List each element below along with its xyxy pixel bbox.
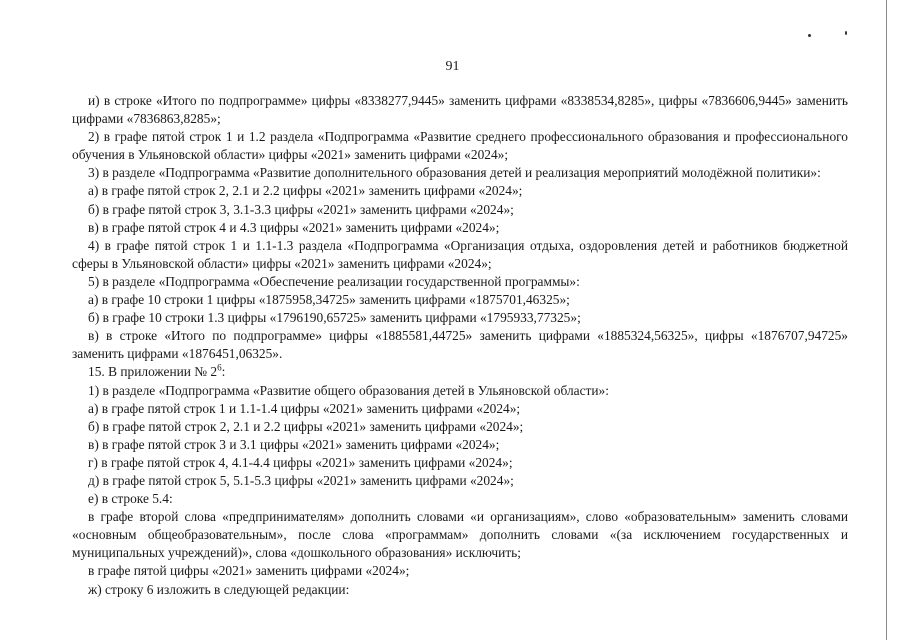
paragraph-3a: а) в графе пятой строк 2, 2.1 и 2.2 цифры «2021» заменить цифрами «2024»;: [88, 183, 523, 199]
paragraph-3: 3) в разделе «Подпрограмма «Развитие дополнительного образования детей и реализация мероприятий молодёжной политики»:: [88, 165, 821, 181]
document-body: [72, 92, 848, 599]
scan-speck: [845, 31, 847, 35]
page-number: 91: [445, 59, 460, 74]
paragraph-15-1e-graph5: в графе пятой цифры «2021» заменить цифрами «2024»;: [88, 563, 410, 579]
paragraph-item-i-total: и) в строке «Итого по подпрограмме» цифры «8338277,9445» заменить цифрами «8338534,8285», цифры «7836606,9445» заменить цифрами «7836863,8285»;: [72, 93, 848, 127]
paragraph-15-1g: г) в графе пятой строк 4, 4.1-4.4 цифры «2021» заменить цифрами «2024»;: [88, 454, 513, 470]
paragraph-15-1a: а) в графе пятой строк 1 и 1.1-1.4 цифры «2021» заменить цифрами «2024»;: [88, 400, 521, 416]
paragraph-3b: б) в графе пятой строк 3, 3.1-3.3 цифры «2021» заменить цифрами «2024»;: [88, 201, 514, 217]
paragraph-5a: а) в графе 10 строки 1 цифры «1875958,34725» заменить цифрами «1875701,46325»;: [88, 292, 570, 308]
paragraph-15-1d: д) в графе пятой строк 5, 5.1-5.3 цифры «2021» заменить цифрами «2024»;: [88, 472, 514, 488]
paragraph-4: 4) в графе пятой строк 1 и 1.1-1.3 раздела «Подпрограмма «Организация отдыха, оздоровления детей и работников бюджетной сферы в Ульяновской области» цифры «2021» заменить цифрами «2024»;: [72, 237, 848, 271]
paragraph-15-1v: в) в графе пятой строк 3 и 3.1 цифры «2021» заменить цифрами «2024»;: [88, 436, 500, 452]
paragraph-15-colon: :: [221, 364, 226, 380]
appendix-superscript: 6: [217, 362, 222, 373]
paragraph-5v: в) в строке «Итого по подпрограмме» цифры «1885581,44725» заменить цифрами «1885324,56325», цифры «1876707,94725» заменить цифрами «1876451,06325».: [72, 328, 848, 362]
page-edge-line: [886, 0, 887, 640]
paragraph-15-1: 1) в разделе «Подпрограмма «Развитие общего образования детей в Ульяновской области»:: [88, 382, 609, 398]
paragraph-15-text: 15. В приложении № 2: [88, 364, 218, 380]
paragraph-2: 2) в графе пятой строк 1 и 1.2 раздела «Подпрограмма «Развитие среднего профессионального образования и профессионального обучения в Ульяновской области» цифры «2021» заменить цифрами «2024»;: [72, 129, 848, 163]
paragraph-15-1zh: ж) строку 6 изложить в следующей редакции:: [88, 581, 350, 597]
paragraph-15-1b: б) в графе пятой строк 2, 2.1 и 2.2 цифры «2021» заменить цифрами «2024»;: [88, 418, 524, 434]
scan-speck: [808, 34, 811, 37]
paragraph-15-1e-graph2: в графе второй слова «предпринимателям» дополнить словами «и организациям», слово «образовательным» заменить словами «основным общеобразовательным», после слова «программам» дополнить словами «(за исключением государственных и муниципальных учреждений)», слова «дошкольного образования» исключить;: [72, 509, 848, 561]
paragraph-5: 5) в разделе «Подпрограмма «Обеспечение реализации государственной программы»:: [88, 273, 580, 289]
paragraph-5b: б) в графе 10 строки 1.3 цифры «1796190,65725» заменить цифрами «1795933,77325»;: [88, 310, 581, 326]
paragraph-15-heading: [72, 363, 848, 381]
paragraph-3v: в) в графе пятой строк 4 и 4.3 цифры «2021» заменить цифрами «2024»;: [88, 219, 500, 235]
paragraph-15-1e: е) в строке 5.4:: [88, 491, 173, 507]
